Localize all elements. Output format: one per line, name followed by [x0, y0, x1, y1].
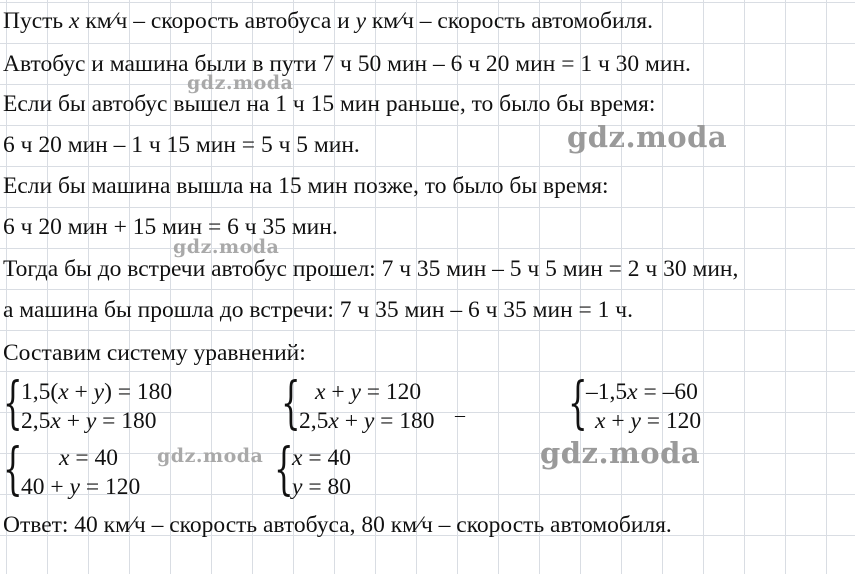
- watermark-logo: gdz.moda: [540, 436, 701, 470]
- watermark-logo: gdz.moda: [567, 120, 728, 154]
- equation-row: x = 40: [292, 445, 351, 471]
- equation-row: y = 80: [292, 474, 351, 500]
- text-line-4: 6 ч 20 мин – 1 ч 15 мин = 5 ч 5 мин.: [3, 132, 360, 158]
- equation-row: x = 40: [59, 445, 118, 471]
- equation-row: 40 + y = 120: [21, 474, 141, 500]
- brace-icon: {: [274, 437, 294, 502]
- equation-row: x + y = 120: [315, 379, 422, 405]
- text-line-9: Составим систему уравнений:: [3, 340, 306, 366]
- brace-icon: {: [281, 371, 301, 436]
- equation-row: 1,5(x + y) = 180: [21, 379, 173, 405]
- equation-row: –1,5x = –60: [586, 379, 698, 405]
- text-line-3: Если бы автобус вышел на 1 ч 15 мин раньше, то было бы время:: [3, 91, 656, 117]
- brace-icon: {: [3, 371, 23, 436]
- text-line-8: а машина бы прошла до встречи: 7 ч 35 мин – 6 ч 35 мин = 1 ч.: [3, 297, 634, 323]
- watermark-logo: gdz.moda: [173, 236, 280, 258]
- watermark-logo: gdz.moda: [187, 72, 294, 94]
- brace-icon: {: [3, 437, 23, 502]
- separator-dash: –: [455, 404, 465, 426]
- brace-icon: {: [568, 371, 588, 436]
- equation-row: 2,5x + y = 180: [21, 408, 157, 434]
- answer-line: Ответ: 40 км⁄ч – скорость автобуса, 80 км⁄ч – скорость автомобиля.: [3, 512, 672, 538]
- equation-row: x + y = 120: [595, 408, 702, 434]
- text-line-2: Автобус и машина были в пути 7 ч 50 мин – 6 ч 20 мин = 1 ч 30 мин.: [3, 51, 691, 77]
- text-line-1: Пусть x км⁄ч – скорость автобуса и y км⁄ч – скорость автомобиля.: [3, 8, 653, 34]
- text-line-5: Если бы машина вышла на 15 мин позже, то было бы время:: [3, 173, 609, 199]
- text-line-7: Тогда бы до встречи автобус прошел: 7 ч 35 мин – 5 ч 5 мин = 2 ч 30 мин,: [3, 256, 739, 282]
- watermark-logo: gdz.moda: [157, 445, 264, 467]
- text-line-6: 6 ч 20 мин + 15 мин = 6 ч 35 мин.: [3, 214, 338, 240]
- equation-row: 2,5x + y = 180: [299, 408, 435, 434]
